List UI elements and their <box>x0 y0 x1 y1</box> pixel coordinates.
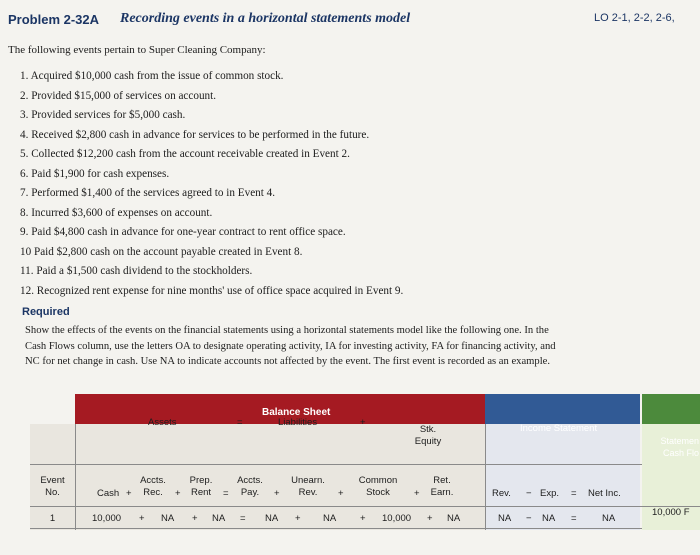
grid-line <box>30 528 642 529</box>
stk-equity-line2: Equity <box>414 436 442 447</box>
row1-rev: NA <box>498 513 512 524</box>
problem-title: Recording events in a horizontal statements model <box>120 11 411 26</box>
unearn-rev-line1: Unearn. <box>291 475 325 486</box>
event-item: 2. Provided $15,000 of services on account. <box>20 89 217 102</box>
prep-rent-header <box>182 475 220 499</box>
event-item: 9. Paid $4,800 cash in advance for one-year contract to rent office space. <box>20 226 346 238</box>
row1-event: 1 <box>49 513 56 524</box>
event-item: 1. Acquired $10,000 cash from the issue of common stock. <box>20 70 284 82</box>
grid-line <box>485 424 486 530</box>
row1-prep-rent: NA <box>212 513 226 524</box>
grid-line <box>30 464 642 465</box>
cash-col-header: Cash <box>97 488 120 499</box>
grid-line <box>30 506 642 507</box>
event-item: 10 Paid $2,800 cash on the account payable created in Event 8. <box>20 245 303 258</box>
row1-net-inc: NA <box>602 513 616 524</box>
accts-rec-header <box>134 475 172 499</box>
accts-pay-line1: Accts. <box>237 475 263 486</box>
plus-sign: + <box>274 488 280 499</box>
problem-number: Problem 2-32A <box>8 12 100 27</box>
learning-objectives: LO 2-1, 2-2, 2-6, <box>594 12 675 24</box>
plus-sign: + <box>295 513 301 524</box>
prep-rent-line2: Rent <box>190 487 212 498</box>
minus-sign: − <box>526 513 532 524</box>
event-item: 5. Collected $12,200 cash from the account receivable created in Event 2. <box>20 148 350 160</box>
plus-sign: + <box>427 513 433 524</box>
cash-flow-header-line1: Statemen <box>660 436 699 446</box>
cash-flow-header-line2: Cash Flo <box>662 448 699 458</box>
ret-earn-header <box>422 475 462 499</box>
balance-sheet-header: Balance Sheet <box>262 407 331 418</box>
common-stock-line2: Stock <box>366 487 390 498</box>
event-item: 11. Paid a $1,500 cash dividend to the stockholders. <box>20 265 253 277</box>
grid-line <box>75 424 76 530</box>
row1-unearn-rev: NA <box>323 513 337 524</box>
event-item: 7. Performed $1,400 of the services agreed to in Event 4. <box>20 187 276 199</box>
prep-rent-line1: Prep. <box>189 475 213 486</box>
exp-col-header: Exp. <box>540 488 560 499</box>
row1-common-stock: 10,000 <box>382 513 412 524</box>
equals-sign: = <box>571 513 577 524</box>
horizontal-statements-model <box>30 394 700 530</box>
plus-sign: + <box>126 488 132 499</box>
row1-cash-flow: 10,000 F <box>652 507 690 518</box>
row1-ret-earn: NA <box>447 513 461 524</box>
accts-rec-line2: Rec. <box>143 487 163 498</box>
event-item: 3. Provided services for $5,000 cash. <box>20 109 186 121</box>
income-statement-header: Income Statement <box>520 423 598 434</box>
plus-sign: + <box>414 488 420 499</box>
intro-text: The following events pertain to Super Cleaning Company: <box>8 44 266 56</box>
cash-flow-header <box>653 435 699 459</box>
ret-earn-line1: Ret. <box>433 475 451 486</box>
equals-sign: = <box>571 488 577 499</box>
required-heading: Required <box>22 306 70 318</box>
minus-sign: − <box>526 488 532 499</box>
event-item: 12. Recognized rent expense for nine months' use of office space acquired in Event 9. <box>20 284 404 297</box>
row1-accts-rec: NA <box>161 513 175 524</box>
income-statement-band <box>485 394 640 424</box>
row1-cash: 10,000 <box>92 513 122 524</box>
equals-sign: = <box>237 417 243 428</box>
plus-sign: + <box>139 513 145 524</box>
common-stock-line1: Common <box>358 475 398 486</box>
plus-sign: + <box>360 417 366 428</box>
plus-sign: + <box>175 488 181 499</box>
event-no-line1: Event <box>40 475 65 486</box>
plus-sign: + <box>338 488 344 499</box>
equals-sign: = <box>223 488 229 499</box>
unearn-rev-header <box>282 475 334 499</box>
assets-header: Assets <box>148 417 177 428</box>
instructions-text: Show the effects of the events on the financial statements using a horizontal statements model like the following one. In the Cash Flows column, use the letters OA to designate operating activity, IA for investing activity, FA for financing activity, and NC for net change in cash. Use NA to indicate accounts not affected by the event. The first event is recorded as an example. <box>25 325 556 367</box>
net-inc-col-header: Net Inc. <box>588 488 621 499</box>
unearn-rev-line2: Rev. <box>298 487 318 498</box>
stk-equity-header <box>398 424 458 448</box>
cash-flow-band <box>642 394 700 424</box>
accts-pay-line2: Pay. <box>240 487 260 498</box>
event-item: 6. Paid $1,900 for cash expenses. <box>20 167 170 180</box>
event-no-header <box>30 475 75 499</box>
event-item: 4. Received $2,800 cash in advance for services to be performed in the future. <box>20 128 370 141</box>
equals-sign: = <box>240 513 246 524</box>
liabilities-header: Liabilities <box>278 417 318 428</box>
events-list <box>20 67 403 301</box>
plus-sign: + <box>360 513 366 524</box>
plus-sign: + <box>192 513 198 524</box>
row1-accts-pay: NA <box>265 513 279 524</box>
event-item: 8. Incurred $3,600 of expenses on account. <box>20 206 213 219</box>
ret-earn-line2: Earn. <box>430 487 454 498</box>
problem-header <box>0 0 700 36</box>
stk-equity-line1: Stk. <box>419 424 437 435</box>
event-no-line2: No. <box>45 487 60 498</box>
accts-pay-header <box>231 475 269 499</box>
rev-col-header: Rev. <box>492 488 511 499</box>
accts-rec-line1: Accts. <box>140 475 166 486</box>
row1-exp: NA <box>542 513 556 524</box>
common-stock-header <box>348 475 408 499</box>
